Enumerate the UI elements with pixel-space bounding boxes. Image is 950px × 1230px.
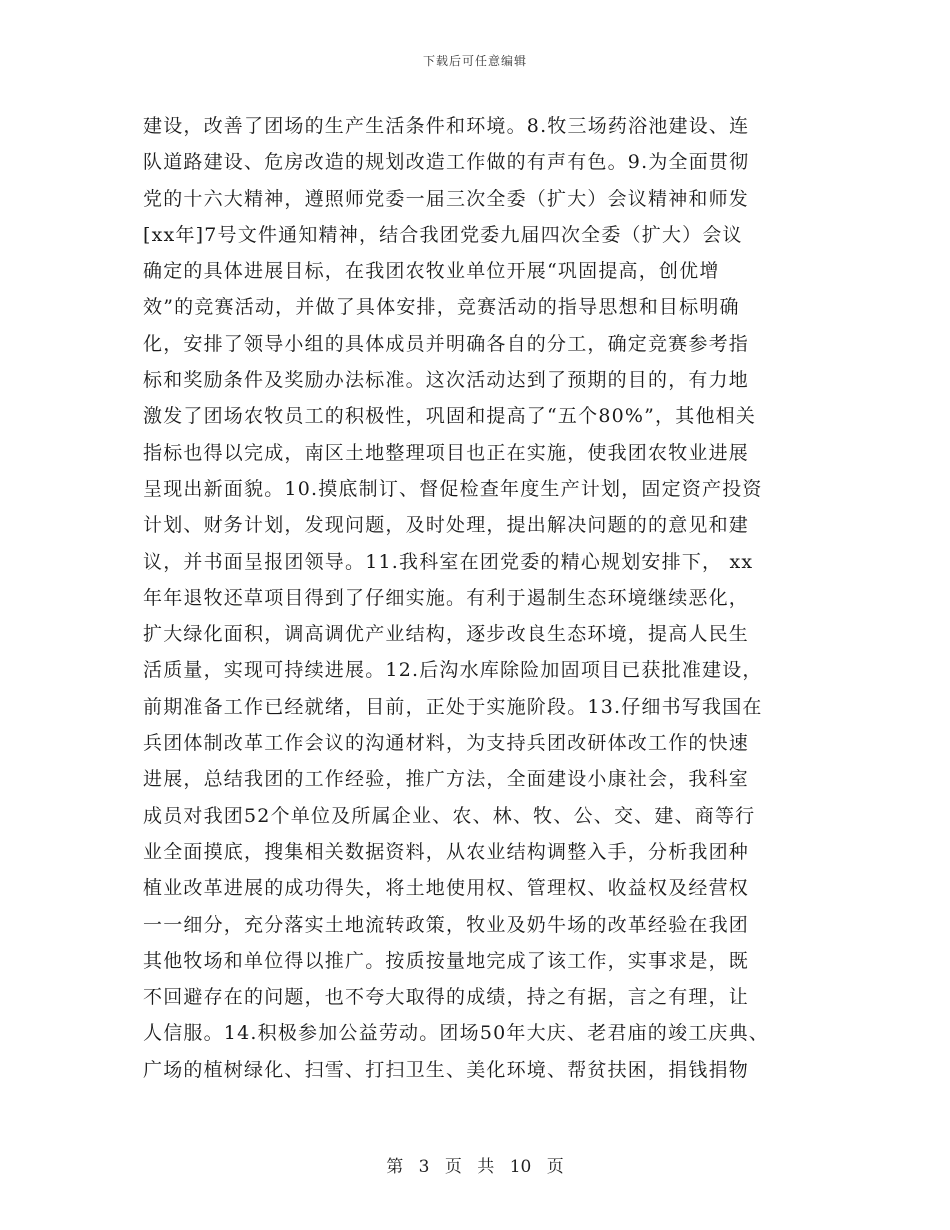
body-line: [xx年]7号文件通知精神，结合我团党委九届四次全委（扩大）会议 (143, 223, 743, 246)
body-line: 兵团体制改革工作会议的沟通材料，为支持兵团改研体改工作的快速 (143, 732, 750, 755)
total-pages: 10 (509, 1157, 532, 1177)
body-line: 效”的竞赛活动，并做了具体安排，竞赛活动的指导思想和目标明确 (143, 296, 740, 319)
total-prefix: 共 (477, 1157, 495, 1177)
body-line: 不回避存在的问题，也不夸大取得的成绩，持之有据，言之有理，让 (143, 986, 750, 1009)
body-line: 成员对我团52个单位及所属企业、农、林、牧、公、交、建、商等行 (143, 804, 756, 827)
body-line: 植业改革进展的成功得失，将土地使用权、管理权、收益权及经营权 (143, 877, 750, 900)
body-line: 其他牧场和单位得以推广。按质按量地完成了该工作，实事求是，既 (143, 949, 750, 972)
body-line: 年年退牧还草项目得到了仔细实施。有利于遏制生态环境继续恶化， (143, 586, 750, 609)
document-body (143, 108, 815, 1088)
body-line: 人信服。14.积极参加公益劳动。团场50年大庆、老君庙的竣工庆典、 (143, 1022, 769, 1045)
page-number: 3 (418, 1157, 430, 1177)
body-line: 议，并书面呈报团领导。11.我科室在团党委的精心规划安排下， xx (143, 550, 754, 573)
body-line: 一一细分，充分落实土地流转政策，牧业及奶牛场的改革经验在我团 (143, 913, 750, 936)
body-line: 前期准备工作已经就绪，目前，正处于实施阶段。13.仔细书写我国在 (143, 695, 763, 718)
body-line: 化，安排了领导小组的具体成员并明确各自的分工，确定竞赛参考指 (143, 332, 750, 355)
body-line: 活质量，实现可持续进展。12.后沟水库除险加固项目已获批准建设， (143, 659, 763, 682)
page-footer (0, 1152, 950, 1177)
header-note: 下载后可任意编辑 (422, 54, 527, 68)
body-line: 激发了团场农牧员工的积极性，巩固和提高了“五个80%”，其他相关 (143, 405, 757, 428)
body-line: 进展，总结我团的工作经验，推广方法，全面建设小康社会，我科室 (143, 768, 750, 791)
body-line: 扩大绿化面积，调高调优产业结构，逐步改良生态环境，提高人民生 (143, 623, 750, 646)
body-line: 确定的具体进展目标，在我团农牧业单位开展“巩固提高，创优增 (143, 260, 720, 283)
body-line: 业全面摸底，搜集相关数据资料，从农业结构调整入手，分析我团种 (143, 840, 750, 863)
body-line: 标和奖励条件及奖励办法标准。这次活动达到了预期的目的，有力地 (143, 369, 750, 392)
body-line: 计划、财务计划，发现问题，及时处理，提出解决问题的的意见和建 (143, 514, 750, 537)
body-line: 队道路建设、危房改造的规划改造工作做的有声有色。9.为全面贯彻 (143, 151, 750, 174)
body-line: 广场的植树绿化、扫雪、打扫卫生、美化环境、帮贫扶困，捐钱捐物 (143, 1058, 750, 1081)
body-line: 呈现出新面貌。10.摸底制订、督促检查年度生产计划，固定资产投资 (143, 477, 763, 500)
page-prefix: 第 (386, 1157, 404, 1177)
total-unit: 页 (546, 1157, 564, 1177)
body-line: 党的十六大精神，遵照师党委一届三次全委（扩大）会议精神和师发 (143, 187, 750, 210)
body-line: 建设，改善了团场的生产生活条件和环境。8.牧三场药浴池建设、连 (143, 115, 750, 137)
body-line: 指标也得以完成，南区土地整理项目也正在实施，使我团农牧业进展 (143, 441, 750, 464)
page-unit: 页 (444, 1157, 462, 1177)
